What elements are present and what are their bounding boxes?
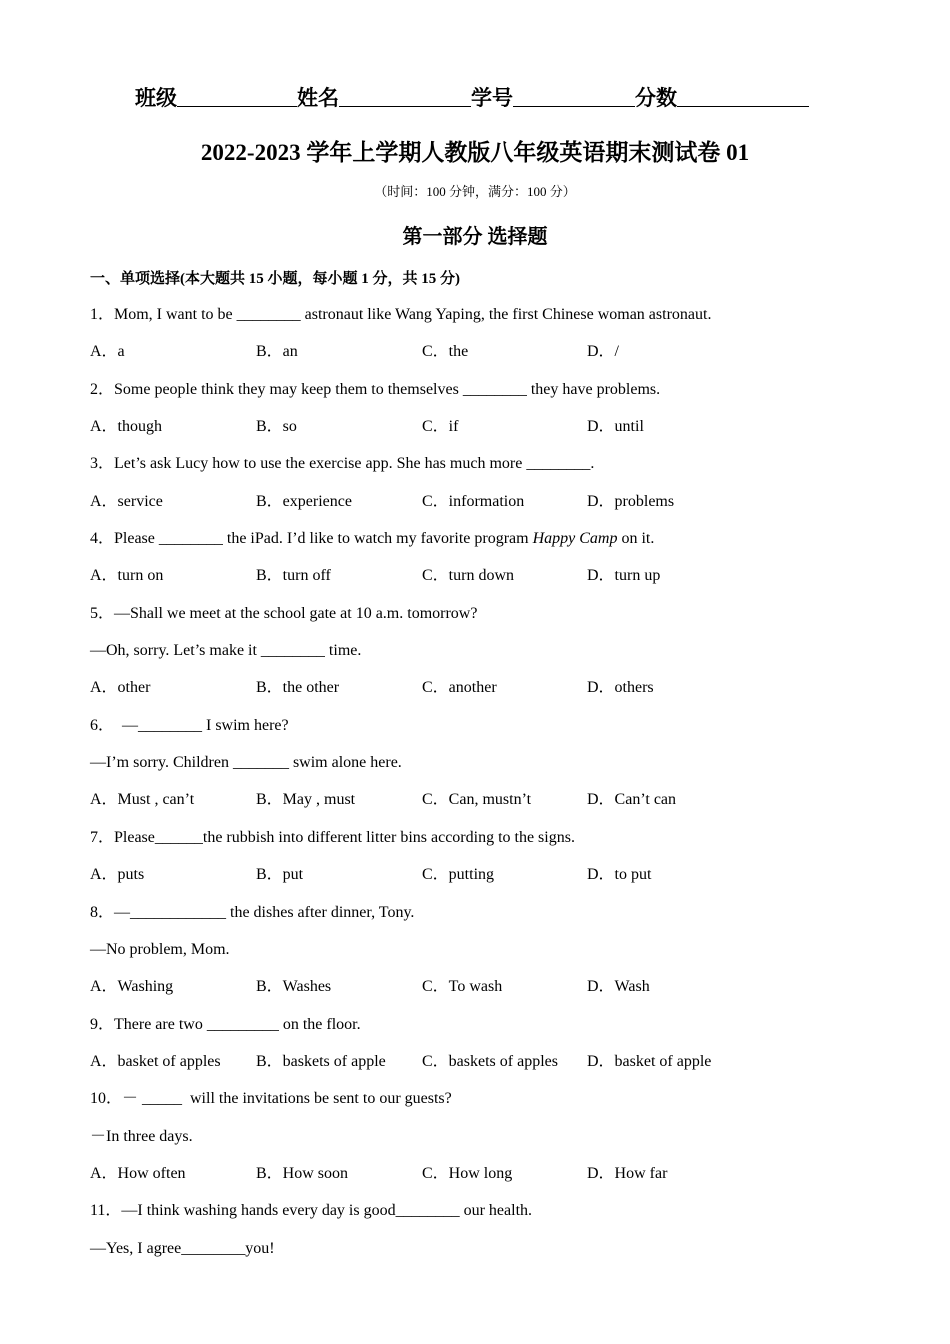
name-label: 姓名 xyxy=(297,86,339,110)
option-d[interactable]: D．others xyxy=(587,679,654,697)
student-info-line xyxy=(135,82,809,112)
score-label: 分数 xyxy=(635,86,677,110)
stem-text: 4．Please ________ the iPad. I’d like to watch my favorite program xyxy=(90,530,533,548)
option-c[interactable]: C．information xyxy=(422,492,525,510)
option-b[interactable]: B．put xyxy=(256,866,304,884)
option-a[interactable]: A．How often xyxy=(90,1164,186,1182)
class-label: 班级 xyxy=(135,86,177,110)
option-a[interactable]: A．Must , can’t xyxy=(90,791,195,809)
section-heading: 一、单项选择(本大题共 15 小题，每小题 1 分，共 15 分) xyxy=(90,271,460,287)
option-b[interactable]: B．the other xyxy=(256,679,340,697)
score-blank[interactable] xyxy=(677,84,809,107)
option-c[interactable]: C．How long xyxy=(422,1164,513,1182)
question-options xyxy=(90,785,870,822)
question-options xyxy=(90,337,870,374)
dialogue-line: —Yes, I agree________you! xyxy=(90,1239,275,1257)
option-a[interactable]: A．though xyxy=(90,418,163,436)
option-b[interactable]: B．so xyxy=(256,418,297,436)
question-options xyxy=(90,972,870,1009)
question-options xyxy=(90,860,870,897)
exam-subtitle: （时间：100 分钟，满分：100 分） xyxy=(374,184,576,199)
exam-title: 2022-2023 学年上学期人教版八年级英语期末测试卷 01 xyxy=(200,140,750,165)
option-a[interactable]: A．a xyxy=(90,343,125,361)
question-stem: 5．—Shall we meet at the school gate at 10 a.m. tomorrow? xyxy=(90,604,478,622)
program-title: Happy Camp xyxy=(532,530,618,548)
option-d[interactable]: D．problems xyxy=(587,492,675,510)
option-a[interactable]: A．basket of apples xyxy=(90,1052,221,1070)
option-b[interactable]: B．baskets of apple xyxy=(256,1052,386,1070)
question-stem: 10．－ _____ will the invitations be sent to our guests? xyxy=(90,1090,452,1108)
question-stem: 3．Let’s ask Lucy how to use the exercise app. She has much more ________. xyxy=(90,455,595,473)
option-c[interactable]: C．baskets of apples xyxy=(422,1052,558,1070)
option-c[interactable]: C．the xyxy=(422,343,469,361)
option-a[interactable]: A．other xyxy=(90,679,151,697)
dialogue-line: —I’m sorry. Children _______ swim alone here. xyxy=(90,754,402,772)
option-d[interactable]: D．to put xyxy=(587,866,652,884)
question-options xyxy=(90,673,870,710)
option-d[interactable]: D．Can’t can xyxy=(587,791,677,809)
class-blank[interactable] xyxy=(177,84,297,107)
option-a[interactable]: A．turn on xyxy=(90,567,164,585)
option-b[interactable]: B．turn off xyxy=(256,567,331,585)
question-stem xyxy=(90,524,870,561)
id-blank[interactable] xyxy=(513,84,635,107)
question-options xyxy=(90,1047,870,1084)
option-c[interactable]: C．turn down xyxy=(422,567,515,585)
option-b[interactable]: B．How soon xyxy=(256,1164,349,1182)
option-b[interactable]: B．experience xyxy=(256,492,352,510)
option-d[interactable]: D．until xyxy=(587,418,644,436)
question-stem: 6． —________ I swim here? xyxy=(90,716,289,734)
name-blank[interactable] xyxy=(339,84,471,107)
stem-text: on it. xyxy=(617,530,655,548)
option-c[interactable]: C．if xyxy=(422,418,459,436)
question-stem: 1．Mom, I want to be ________ astronaut like Wang Yaping, the first Chinese woman astronaut. xyxy=(90,306,712,323)
option-d[interactable]: D．/ xyxy=(587,343,620,361)
option-c[interactable]: C．another xyxy=(422,679,497,697)
option-c[interactable]: C．To wash xyxy=(422,978,503,996)
option-a[interactable]: A．puts xyxy=(90,866,145,884)
option-c[interactable]: C．putting xyxy=(422,866,495,884)
option-d[interactable]: D．Wash xyxy=(587,978,650,996)
question-options xyxy=(90,1159,870,1196)
option-d[interactable]: D．How far xyxy=(587,1164,668,1182)
question-stem: 11．—I think washing hands every day is good________ our health. xyxy=(90,1202,533,1220)
question-stem: 7．Please______the rubbish into different litter bins according to the signs. xyxy=(90,828,575,846)
question-options xyxy=(90,487,870,524)
option-d[interactable]: D．turn up xyxy=(587,567,661,585)
dialogue-line: —No problem, Mom. xyxy=(90,940,230,958)
question-options xyxy=(90,412,870,449)
option-c[interactable]: C．Can, mustn’t xyxy=(422,791,532,809)
part-title: 第一部分 选择题 xyxy=(402,226,548,248)
option-b[interactable]: B．an xyxy=(256,343,298,361)
option-b[interactable]: B．Washes xyxy=(256,978,332,996)
question-list xyxy=(90,300,870,1271)
question-stem: 2．Some people think they may keep them to themselves ________ they have problems. xyxy=(90,380,661,398)
question-stem: 8．—____________ the dishes after dinner, Tony. xyxy=(90,903,415,921)
id-label: 学号 xyxy=(471,86,513,110)
dialogue-line: —Oh, sorry. Let’s make it ________ time. xyxy=(90,642,362,660)
question-stem: 9．There are two _________ on the floor. xyxy=(90,1015,361,1033)
option-a[interactable]: A．Washing xyxy=(90,978,174,996)
dialogue-line: －In three days. xyxy=(90,1127,193,1145)
question-options xyxy=(90,561,870,598)
option-d[interactable]: D．basket of apple xyxy=(587,1052,712,1070)
option-a[interactable]: A．service xyxy=(90,492,163,510)
option-b[interactable]: B．May , must xyxy=(256,791,356,809)
